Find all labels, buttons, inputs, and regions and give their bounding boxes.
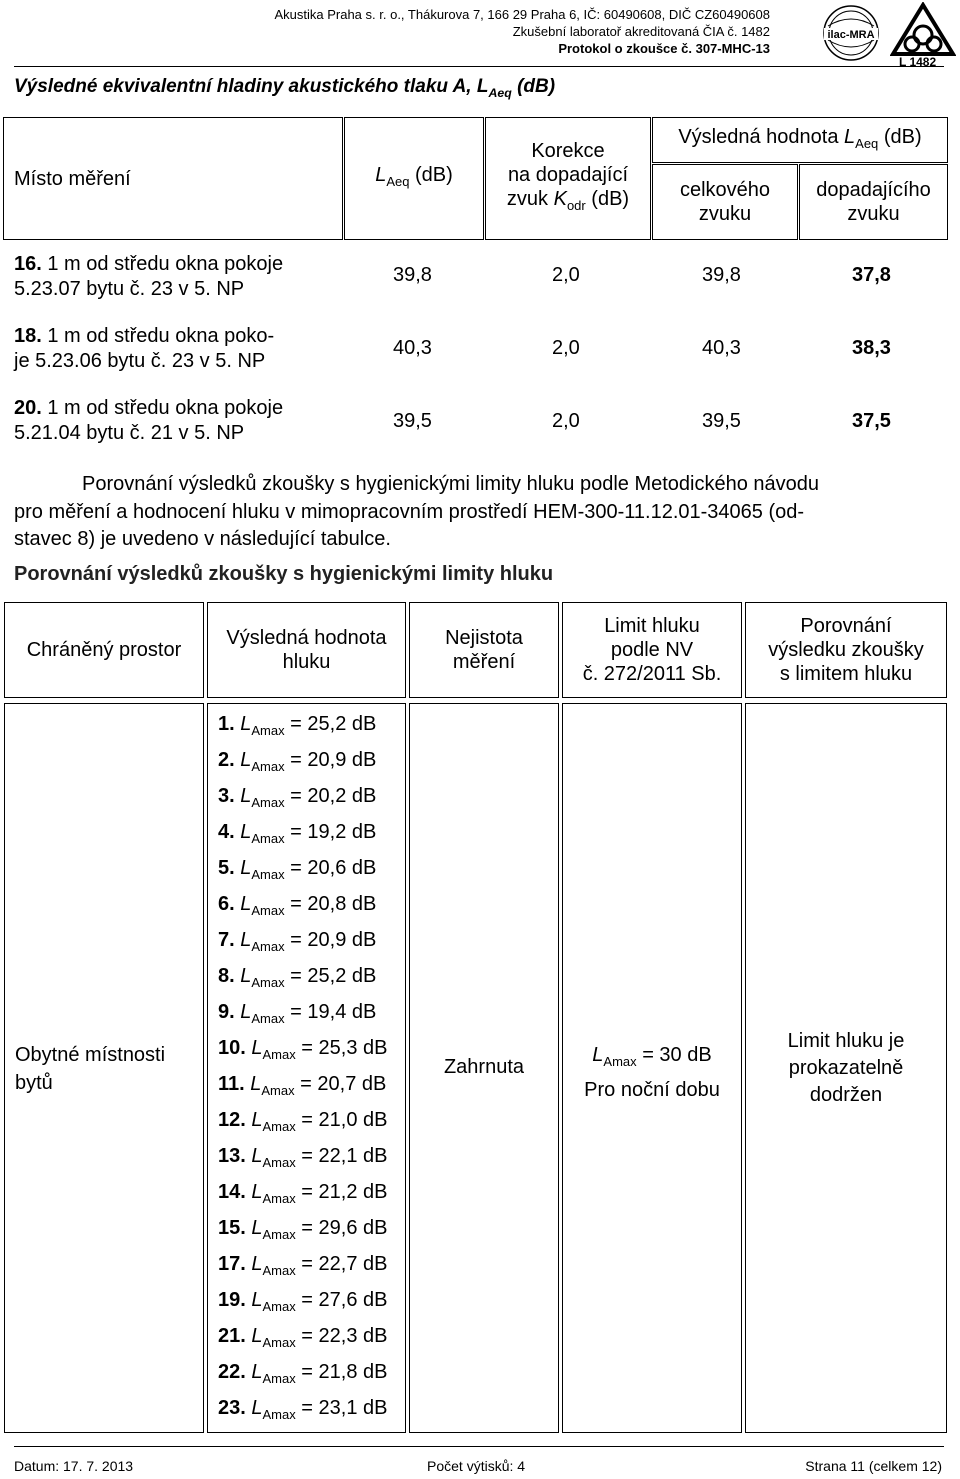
section2-title: Porovnání výsledků zkoušky s hygienickými limity hluku [14,563,554,585]
measurement-11: 11. $L_{Amax} = 20,7$ dB [218,1073,387,1098]
logo-label: L 1482 [899,55,937,69]
t2-header-vysledna: Výsledná hodnota hluku [207,602,406,698]
t1-header-result: Výsledná hodnota $L_{Aeq}$ (dB) [652,117,948,163]
t1-row-1-dopadajici: 37,8 [852,264,891,286]
paragraph-line-3: stavec 8) je uvedeno v následující tabulce. [14,528,391,550]
t2-header-limit: Limit hluku podle NV č. 272/2011 Sb. [562,602,742,698]
measurement-9: 9. $L_{Amax} = 19,4$ dB [218,1001,377,1026]
measurement-8: 8. $L_{Amax} = 25,2$ dB [218,965,377,990]
measurement-19: 19. $L_{Amax} = 27,6$ dB [218,1289,388,1314]
t1-row-1-celkove: 39,8 [702,264,741,286]
measurement-1: 1. $L_{Amax} = 25,2$ dB [218,713,377,738]
measurement-4: 4. $L_{Amax} = 19,2$ dB [218,821,377,846]
t1-header-korekce: Korekce na dopadající zvuk $K_{odr}$ (dB) [485,117,651,240]
t1-header-place: Místo měření [3,117,343,240]
measurement-22: 22. $L_{Amax} = 21,8$ dB [218,1361,388,1386]
header-company: Akustika Praha s. r. o., Thákurova 7, 166 29 Praha 6, IČ: 60490608, DIČ CZ60490608 [274,7,770,22]
t2-col-vysledna [207,703,406,1433]
t1-row-2-korekce: 2,0 [552,337,580,359]
cia-triangle-logo [890,2,956,62]
t1-header-dopadajiciho: dopadajícího zvuku [799,164,948,240]
t1-row-3-celkove: 39,5 [702,410,741,432]
measurement-10: 10. $L_{Amax} = 25,3$ dB [218,1037,388,1062]
measurement-21: 21. $L_{Amax} = 22,3$ dB [218,1325,388,1350]
t2-header-porovnani: Porovnání výsledku zkoušky s limitem hluku [745,602,947,698]
t1-header-celkoveho: celkového zvuku [652,164,798,240]
header-protocol: Protokol o zkoušce č. 307-MHC-13 [558,41,770,56]
t2-col-nejistota: Zahrnuta [409,703,559,1433]
ilac-mra-logo [818,4,884,62]
header-rule [14,66,944,67]
footer-rule [14,1446,944,1447]
measurement-15: 15. $L_{Amax} = 29,6$ dB [218,1217,388,1242]
svg-text:ilac-MRA: ilac-MRA [827,29,875,41]
t1-row-2-place: 18. 1 m od středu okna poko- je 5.23.06 bytu č. 23 v 5. NP [14,325,275,372]
t1-row-3-place: 20. 1 m od středu okna pokoje 5.21.04 bytu č. 21 v 5. NP [14,397,284,444]
t1-row-3-dopadajici: 37,5 [852,410,891,432]
t1-row-1-korekce: 2,0 [552,264,580,286]
measurement-13: 13. $L_{Amax} = 22,1$ dB [218,1145,388,1170]
t1-row-3-laeq: 39,5 [393,410,432,432]
measurement-5: 5. $L_{Amax} = 20,6$ dB [218,857,377,882]
paragraph-line-2: pro měření a hodnocení hluku v mimopracovním prostředí HEM-300-11.12.01-34065 (od- [14,501,805,523]
t2-col-porovnani: Limit hluku je prokazatelně dodržen [745,703,947,1433]
t1-row-2-laeq: 40,3 [393,337,432,359]
measurement-23: 23. $L_{Amax} = 23,1$ dB [218,1397,388,1422]
measurement-7: 7. $L_{Amax} = 20,9$ dB [218,929,377,954]
measurement-12: 12. $L_{Amax} = 21,0$ dB [218,1109,388,1134]
paragraph-line-1: Porovnání výsledků zkoušky s hygienickými limity hluku podle Metodického návodu [82,473,820,495]
t1-row-1-place: 16. 1 m od středu okna pokoje 5.23.07 bytu č. 23 v 5. NP [14,253,284,300]
t2-header-prostor: Chráněný prostor [4,602,204,698]
t1-row-3-korekce: 2,0 [552,410,580,432]
t2-col-limit: $L_{Amax} = 30$ dB Pro noční dobu [562,703,742,1433]
measurement-3: 3. $L_{Amax} = 20,2$ dB [218,785,377,810]
t1-row-2-dopadajici: 38,3 [852,337,891,359]
measurement-14: 14. $L_{Amax} = 21,2$ dB [218,1181,388,1206]
t1-row-1-laeq: 39,8 [393,264,432,286]
t2-col-prostor: Obytné místnosti bytů [4,703,204,1433]
t1-header-laeq: $L_{Aeq}$ (dB) [344,117,484,240]
measurement-17: 17. $L_{Amax} = 22,7$ dB [218,1253,388,1278]
footer-date: Datum: 17. 7. 2013 [14,1458,134,1474]
t2-header-nejistota: Nejistota měření [409,602,559,698]
footer-page: Strana 11 (celkem 12) [805,1458,942,1474]
header-lab: Zkušební laboratoř akreditovaná ČIA č. 1482 [512,24,770,39]
t1-row-2-celkove: 40,3 [702,337,741,359]
section1-title: Výsledné ekvivalentní hladiny akustického tlaku A, $L_{Aeq}$ (dB) [14,76,556,100]
measurement-2: 2. $L_{Amax} = 20,9$ dB [218,749,377,774]
footer-copies: Počet výtisků: 4 [427,1458,526,1474]
measurement-6: 6. $L_{Amax} = 20,8$ dB [218,893,377,918]
